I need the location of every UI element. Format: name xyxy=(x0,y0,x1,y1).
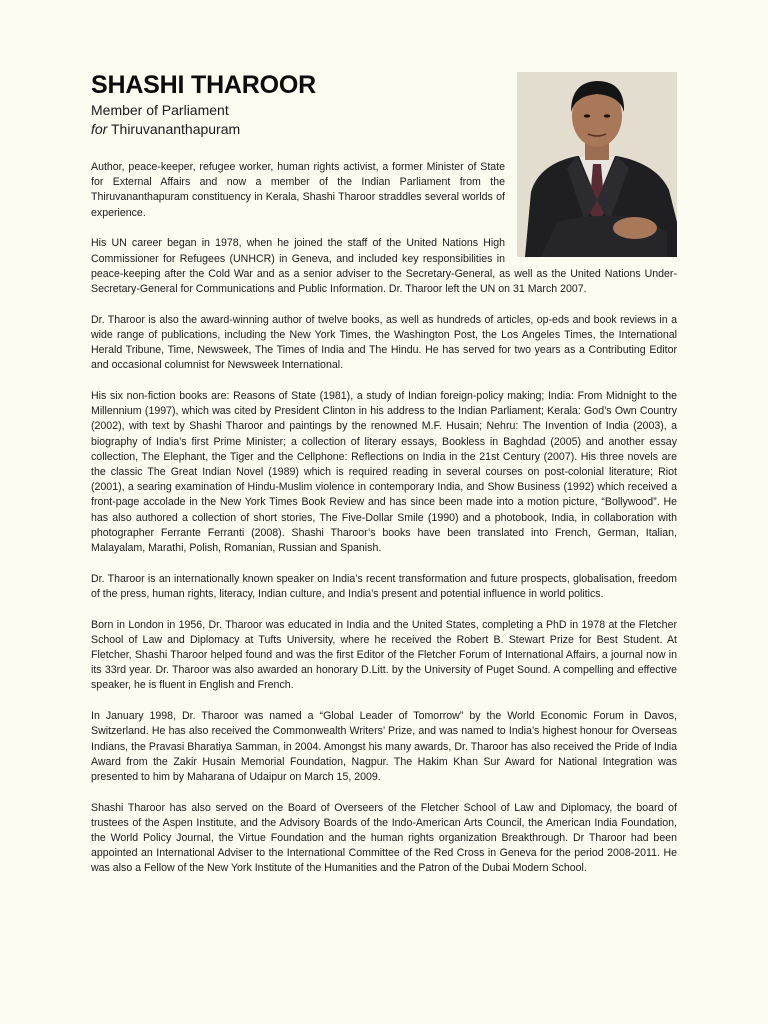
for-word: for xyxy=(91,121,108,137)
biography-page xyxy=(91,70,677,892)
paragraph-education: Born in London in 1956, Dr. Tharoor was educated in India and the United States, completing a PhD in 1978 at the Fletcher School of Law and Diplomacy at Tufts University, where he received the Robert B. Stewart Prize for Best Student. At Fletcher, Shashi Tharoor helped found and was the first Editor of the Fletcher Forum of International Affairs, a journal now in its 33rd year. Dr. Tharoor was also awarded an honorary D.Litt. by the University of Puget Sound. A compelling and effective speaker, he is fluent in English and French. xyxy=(91,618,677,692)
portrait-illustration xyxy=(517,72,677,257)
portrait-photo xyxy=(517,72,677,257)
paragraph-awards: In January 1998, Dr. Tharoor was named a “Global Leader of Tomorrow” by the World Economic Forum in Davos, Switzerland. He has also received the Commonwealth Writers’ Prize, and was named to India’s highest honour for Overseas Indians, the Pravasi Bharatiya Samman, in 2004. Amongst his many awards, Dr. Tharoor has also received the Pride of India Award from the Zakir Husain Memorial Foundation, Nagpur. The Hakim Khan Sur Award for National Integration was presented to him by Maharana of Udaipur on March 15, 2009. xyxy=(91,710,677,783)
paragraph-un-career: His UN career began in 1978, when he joined the staff of the United Nations High Commissioner for Refugees (UNHCR) in Geneva, and included key responsibilities in peace-keeping after the Cold War and as a senior adviser to the Secretary-General, as well as the United Nations Under-Secretary-General for Communications and Public Information. Dr. Tharoor left the UN on 31 March 2007. xyxy=(91,237,677,295)
paragraph-books: His six non-fiction books are: Reasons of State (1981), a study of Indian foreign-policy making; India: From Midnight to the Millennium (1997), which was cited by President Clinton in his address to the Indian Parliament; Kerala: God’s Own Country (2002), with text by Shashi Tharoor and paintings by the renowned M.F. Husain; Nehru: The Invention of India (2003), a biography of India’s first Prime Minister; a collection of literary essays, Bookless in Baghdad (2005) and another essay collection, The Elephant, the Tiger and the Cellphone: Reflections on India in the 21st Century (2007). His three novels are the classic The Great Indian Novel (1989) which is required reading in several courses on post-colonial literature; Riot (2001), a searing examination of Hindu-Muslim violence in contemporary India, and Show Business (1992) which received a front-page accolade in the New York Times Book Review and has since been made into a motion picture, “Bollywood”. He has also authored a collection of short stories, The Five-Dollar Smile (1990) and a photobook, India, in collaboration with photographer Ferrante Ferranti (2008). Shashi Tharoor’s books have been translated into French, German, Italian, Malayalam, Marathi, Polish, Romanian, Russian and Spanish. xyxy=(91,389,677,554)
paragraph-boards: Shashi Tharoor has also served on the Board of Overseers of the Fletcher School of Law and Diplomacy, the board of trustees of the Aspen Institute, and the Advisory Boards of the Indo-American Arts Council, the American India Foundation, the World Policy Journal, the Virtue Foundation and the human rights organization Breakthrough. Dr Tharoor had been appointed an International Adviser to the International Committee of the Red Cross in Geneva for the period 2008-2011. He was also a Fellow of the New York Institute of the Humanities and the Patron of the Dubai Modern School. xyxy=(91,801,677,875)
person-name: SHASHI THAROOR xyxy=(91,71,316,99)
paragraph-intro: Author, peace-keeper, refugee worker, human rights activist, a former Minister of State for External Affairs and now a member of the Indian Parliament from the Thiruvananthapuram constituency in Kerala, Shashi Tharoor straddles several worlds of experience. xyxy=(91,161,505,219)
paragraph-speaker: Dr. Tharoor is an internationally known speaker on India’s recent transformation and future prospects, globalisation, freedom of the press, human rights, literacy, Indian culture, and India’s present and potential influence in world politics. xyxy=(91,572,677,600)
role-title: Member of Parliament xyxy=(91,102,229,118)
paragraph-author: Dr. Tharoor is also the award-winning author of twelve books, as well as hundreds of articles, op-eds and book reviews in a wide range of publications, including the New York Times, the Washington Post, the Los Angeles Times, the International Herald Tribune, Time, Newsweek, The Times of India and The Hindu. He has served for two years as a Contributing Editor and occasional columnist for Newsweek International. xyxy=(91,313,677,372)
constituency-name: Thiruvananthapuram xyxy=(110,121,241,137)
